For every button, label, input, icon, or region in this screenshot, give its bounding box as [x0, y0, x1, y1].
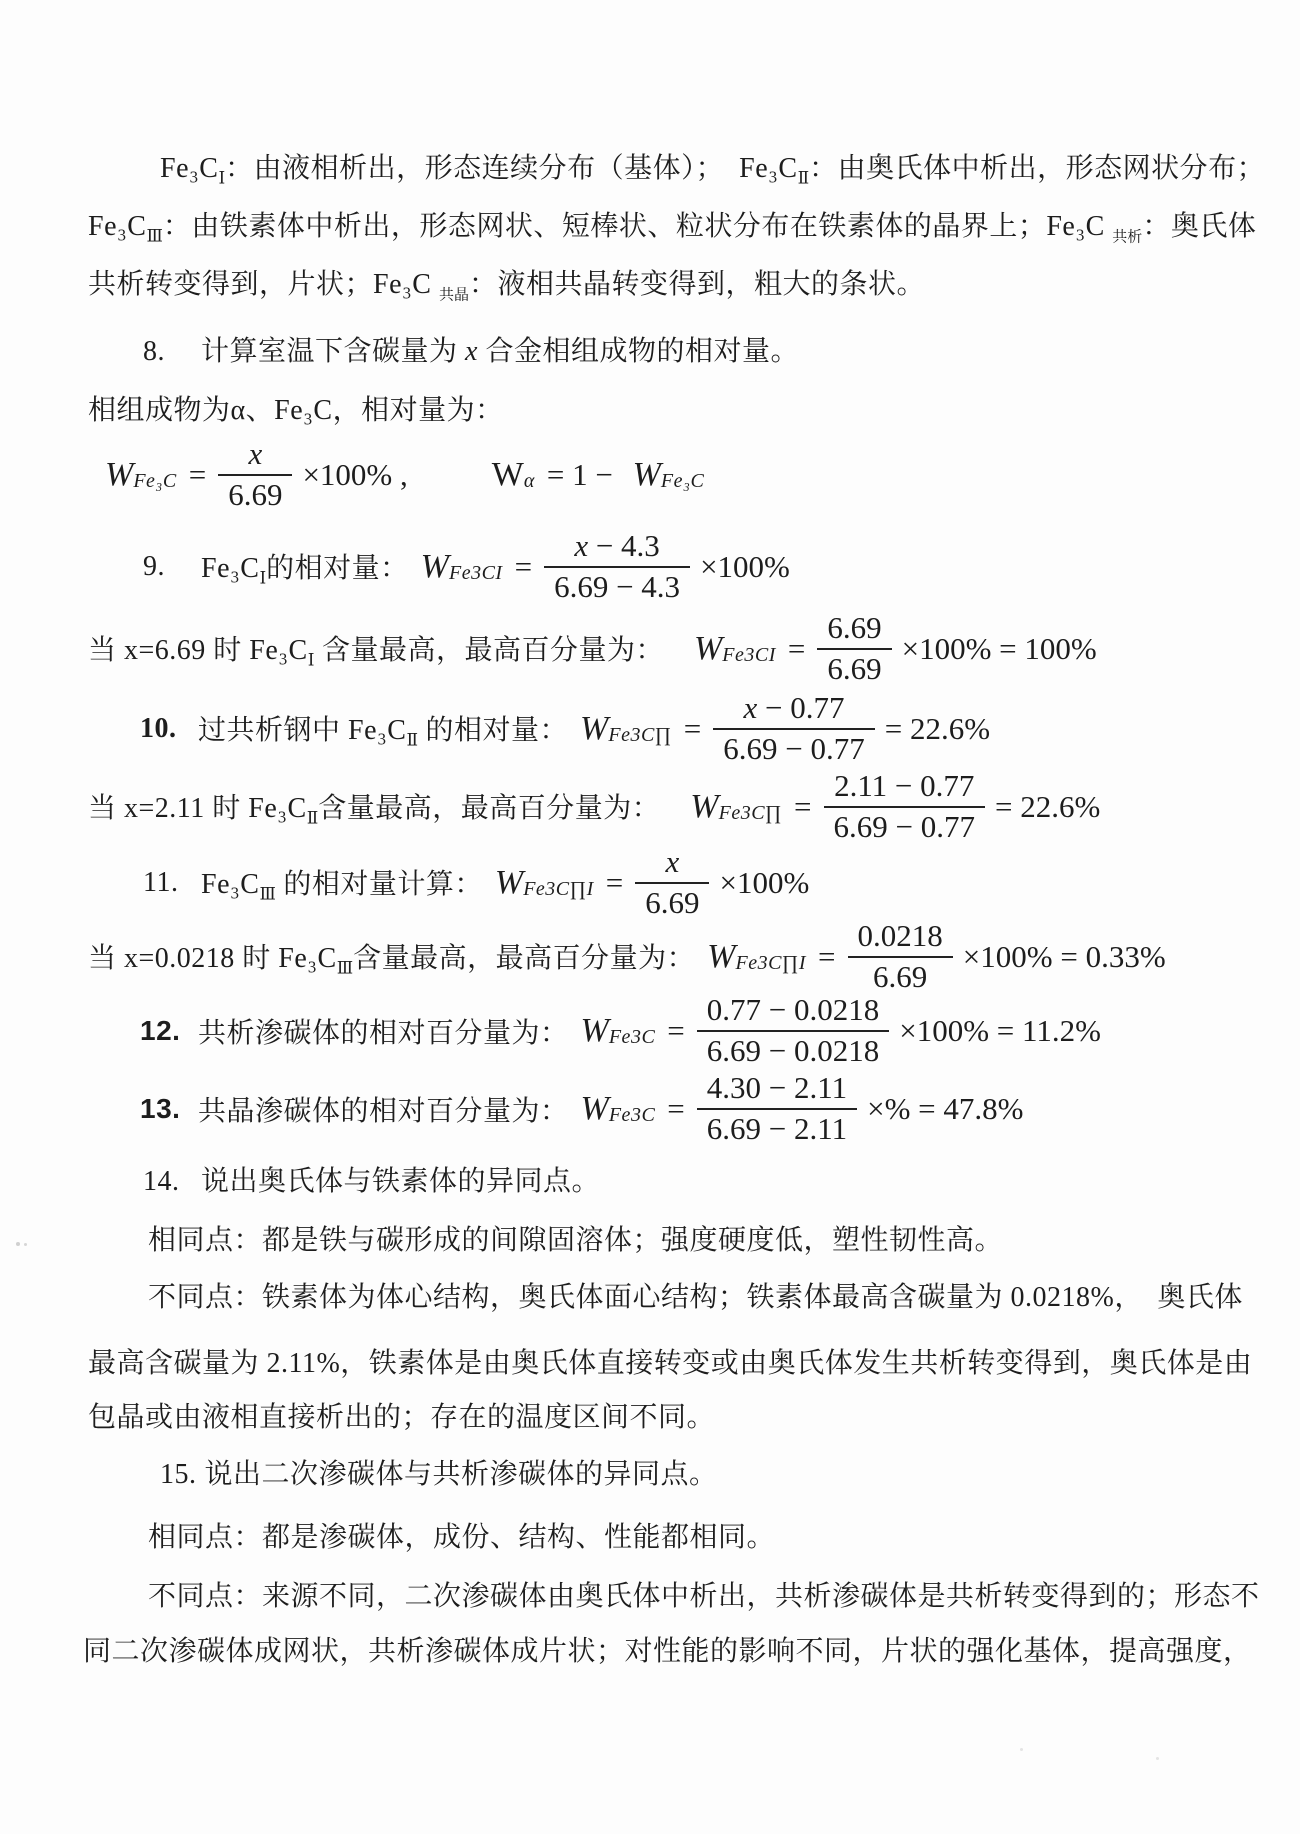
math-var-x: x: [248, 436, 263, 472]
text-segment: ：奥氏体: [1142, 211, 1257, 242]
text-segment: Fe₃C: [88, 211, 147, 242]
subscript-roman-3: Ⅲ: [146, 226, 163, 246]
math-var-W: W: [580, 1090, 609, 1127]
text-segment: 的相对量：: [418, 714, 569, 746]
text-segment: Fe₃C: [201, 868, 260, 900]
fraction-denominator: 6.69 − 4.3: [554, 569, 681, 604]
text-segment: Fe₃C: [201, 552, 260, 584]
formula-suffix: ×100%: [700, 549, 790, 584]
text-segment: 合金相组成物的相对量。: [477, 336, 799, 367]
item9-max-label: [88, 628, 664, 671]
math-var-W: W: [494, 864, 524, 901]
text-segment: − 4.3: [588, 528, 660, 564]
variable-x: x: [465, 336, 478, 367]
text-segment: 同二次渗碳体成网状，共析渗碳体成片状；对性能的影响不同，片状的强化基体，提高强度，: [83, 1636, 1252, 1667]
formula-suffix: ×100%: [719, 865, 810, 900]
fraction: [713, 689, 874, 769]
text-segment: 2.11 − 0.77: [834, 768, 975, 804]
scan-artifact-dot: [1020, 1748, 1023, 1751]
fraction-denominator: 6.69 − 0.0218: [706, 1033, 880, 1068]
subscript-roman-2: Ⅱ: [797, 168, 810, 188]
text-segment: 计算室温下含碳量为: [201, 336, 466, 367]
formula-8-left: [105, 435, 408, 515]
text-segment: 的相对量计算：: [275, 868, 483, 900]
subscript-gongxi: 共析: [1112, 229, 1143, 246]
item15-title: [160, 1456, 718, 1494]
scan-artifact-dot: [16, 1242, 20, 1246]
subscript-roman-1: Ⅰ: [307, 650, 315, 670]
text-segment: 过共析钢中 Fe₃C: [198, 714, 407, 746]
subscript-roman-1: Ⅰ: [259, 568, 267, 588]
item14-same: [148, 1222, 1003, 1260]
text-segment: 当 x=0.0218 时 Fe₃C: [88, 942, 337, 974]
fraction-denominator: 6.69: [873, 959, 928, 994]
item12-label: [198, 1011, 569, 1051]
equals-sign: =: [787, 631, 806, 666]
item15-same: [148, 1519, 775, 1557]
text-segment: ：由液相析出，形态连续分布（基体）； Fe₃C: [225, 153, 798, 184]
formula-8: [105, 429, 704, 521]
equals-sign: =: [514, 549, 533, 584]
text-segment: ：由铁素体中析出，形态网状、短棒状、粒状分布在铁素体的晶界上；Fe₃C: [162, 211, 1113, 242]
item12-formula: [581, 991, 1101, 1071]
text-segment: 不同点：来源不同，二次渗碳体由奥氏体中析出，共析渗碳体是共析转变得到的；形态不: [148, 1581, 1260, 1612]
item14-diff-line3: [88, 1399, 715, 1437]
fraction-numerator: [564, 527, 670, 566]
formula-suffix: ×100% = 100%: [901, 631, 1097, 666]
math-var-W: W: [580, 710, 609, 747]
fraction-denominator: 6.69 − 0.77: [833, 809, 975, 844]
item12-number: 12.: [140, 1015, 181, 1046]
formula-suffix: ×100% = 0.33%: [962, 939, 1166, 974]
item13-label: [198, 1089, 569, 1129]
subscript-gongjing: 共晶: [438, 287, 469, 304]
formula-8-right: [492, 457, 705, 493]
math-var-W: W: [707, 938, 736, 975]
text-segment: 含量最高，最高百分量为：: [318, 792, 661, 824]
text-segment: 说出二次渗碳体与共析渗碳体的异同点。: [204, 1459, 718, 1490]
math-sub: Fe3CI: [722, 643, 776, 666]
item10-max-formula: [690, 767, 1100, 847]
item14-diff-line2: [88, 1345, 1252, 1383]
text-segment: 共析转变得到，片状；Fe₃C: [88, 269, 439, 300]
item9-label: [201, 546, 409, 589]
text-segment: 共析渗碳体的相对百分量为：: [198, 1018, 569, 1049]
fraction: [218, 435, 292, 515]
item15-number: 15.: [160, 1459, 197, 1490]
fraction-numerator: [655, 843, 689, 882]
item9-formula: [421, 527, 790, 607]
item8-number: 8.: [143, 336, 165, 367]
subscript-roman-3: Ⅲ: [336, 958, 354, 978]
text-segment: Fe₃C: [160, 153, 219, 184]
item15-diff-line1: [148, 1578, 1260, 1616]
math-var-x: x: [665, 844, 680, 880]
item8-body: [88, 392, 504, 430]
fraction-denominator: 6.69: [228, 477, 283, 512]
text-segment: 最高含碳量为 2.11%，铁素体是由奥氏体直接转变或由奥氏体发生共析转变得到，奥氏体是由: [88, 1348, 1253, 1379]
fraction-denominator: 6.69 − 2.11: [706, 1111, 848, 1146]
equals-sign: =: [605, 865, 624, 900]
text-segment: 说出奥氏体与铁素体的异同点。: [201, 1166, 601, 1197]
math-var-W: W: [690, 788, 719, 825]
equals-sign: =: [683, 711, 702, 746]
fraction-denominator: 6.69 − 0.77: [723, 731, 865, 766]
math-var-W: W: [105, 456, 134, 493]
formula-suffix: ×100% ,: [302, 457, 408, 492]
math-sub: Fe3C∏: [608, 723, 672, 746]
fraction: [824, 767, 985, 847]
math-var-W: W: [693, 630, 723, 667]
math-var-W-alpha: W: [491, 456, 524, 493]
math-sub: Fe3C∏I: [523, 877, 594, 900]
equals-sign: =: [188, 457, 207, 492]
text-segment: 相同点：都是渗碳体，成份、结构、性能都相同。: [148, 1522, 776, 1553]
fraction-denominator: 6.69: [645, 885, 700, 920]
item8-title: [143, 333, 799, 371]
fraction: [544, 527, 690, 607]
text-segment: − 0.77: [757, 690, 845, 726]
item15-diff-line2: [83, 1633, 1252, 1671]
fraction-numerator: [824, 767, 984, 806]
fraction-numerator: [697, 1069, 857, 1108]
fraction-denominator: 6.69: [827, 651, 882, 686]
equals-sign: =: [794, 789, 812, 824]
subscript-roman-3: Ⅲ: [259, 884, 276, 904]
item9-max-line: [88, 603, 1097, 695]
math-var-W: W: [420, 548, 449, 585]
text-segment: ：由奥氏体中析出，形态网状分布；: [809, 153, 1266, 184]
para1-line3: [88, 266, 925, 315]
math-sub: Fe3CI: [449, 561, 503, 584]
fraction-numerator: [817, 609, 891, 648]
text-segment: ：液相共晶转变得到，粗大的条状。: [468, 269, 925, 300]
item13-number: 13.: [140, 1093, 181, 1124]
text-segment: 0.0218: [857, 918, 943, 954]
text-segment: 4.30 − 2.11: [706, 1070, 848, 1106]
text-segment: 的相对量：: [266, 552, 409, 584]
fraction: [697, 991, 889, 1071]
fraction-numerator: [697, 991, 889, 1030]
item9-max-formula: [694, 609, 1097, 689]
math-sub-alpha: α: [523, 469, 535, 492]
para1-line1: [160, 150, 1265, 198]
item9-number: 9.: [143, 551, 165, 582]
math-var-x: x: [574, 528, 589, 564]
math-var-W: W: [580, 1012, 609, 1049]
fraction: [697, 1069, 857, 1149]
subscript-roman-1: Ⅰ: [218, 168, 226, 188]
equals-sign: =: [667, 1091, 685, 1126]
item10-number: 10.: [140, 713, 177, 744]
para1-line2: [88, 208, 1256, 257]
text-segment: 不同点：铁素体为体心结构，奥氏体面心结构；铁素体最高含碳量为 0.0218%， 奥氏体: [148, 1282, 1243, 1313]
math-var-W: W: [632, 456, 661, 493]
text-segment: 含量最高，最高百分量为：: [314, 634, 664, 666]
item9-line: [143, 521, 790, 613]
math-var-x: x: [743, 690, 758, 726]
equals-sign: = 1 −: [546, 457, 621, 492]
item11-max-label: [88, 936, 695, 979]
math-sub: Fe3C∏: [718, 801, 783, 824]
item13-formula: [581, 1069, 1024, 1149]
item10-label: [198, 708, 568, 751]
item10-max-label: [88, 786, 660, 829]
text-segment: 0.77 − 0.0218: [706, 992, 880, 1028]
math-sub-Fe3C: Fe₃C: [133, 469, 177, 492]
fraction-numerator: [848, 917, 953, 956]
fraction-numerator: [238, 435, 272, 474]
item14-number: 14.: [143, 1166, 180, 1197]
math-sub: Fe3C: [608, 1103, 656, 1126]
math-sub-Fe3C: Fe₃C: [660, 469, 705, 492]
text-segment: 6.69: [827, 610, 882, 646]
text-segment: 共晶渗碳体的相对百分量为：: [198, 1096, 569, 1127]
item11-label: [201, 862, 483, 905]
text-segment: 包晶或由液相直接析出的；存在的温度区间不同。: [88, 1402, 716, 1433]
subscript-roman-2: Ⅱ: [406, 730, 419, 750]
scan-artifact-dot: [1156, 1757, 1159, 1760]
text-segment: 相组成物为α、Fe₃C，相对量为：: [88, 395, 504, 426]
text-segment: 当 x=6.69 时 Fe₃C: [88, 634, 308, 666]
math-sub: Fe3C: [608, 1025, 656, 1048]
item10-formula: [580, 689, 990, 769]
scan-artifact-dot: [24, 1243, 27, 1246]
fraction: [817, 609, 891, 689]
subscript-roman-2: Ⅱ: [306, 808, 319, 828]
formula-suffix: ×100% = 11.2%: [899, 1013, 1101, 1048]
item11-number: 11.: [143, 867, 179, 898]
text-segment: 含量最高，最高百分量为：: [353, 942, 696, 974]
formula-suffix: = 22.6%: [884, 711, 991, 746]
equals-sign: =: [667, 1013, 685, 1048]
equals-sign: =: [818, 939, 836, 974]
item13-line: [140, 1063, 1023, 1155]
text-segment: 当 x=2.11 时 Fe₃C: [88, 792, 307, 824]
fraction-numerator: [733, 689, 854, 728]
formula-suffix: ×% = 47.8%: [867, 1091, 1024, 1126]
item14-title: [143, 1163, 600, 1201]
math-sub: Fe3C∏I: [735, 951, 807, 974]
formula-suffix: = 22.6%: [994, 789, 1101, 824]
text-segment: 相同点：都是铁与碳形成的间隙固溶体；强度硬度低，塑性韧性高。: [148, 1225, 1004, 1256]
item14-diff-line1: [148, 1279, 1243, 1317]
